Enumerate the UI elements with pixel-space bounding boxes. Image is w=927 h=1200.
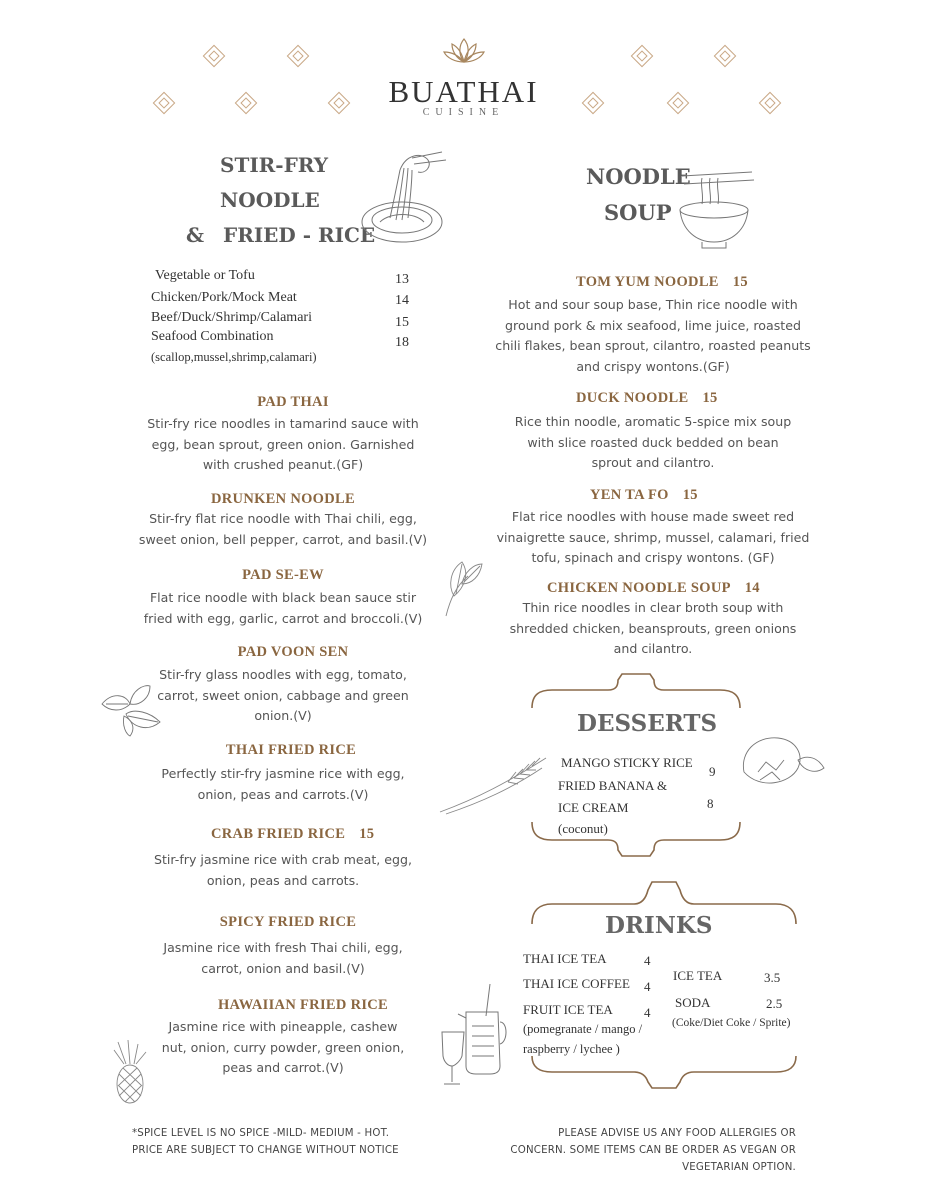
fruit-tea-note: raspberry / lychee ) — [523, 1042, 620, 1056]
noodle-soup-title-line1: NOODLE — [586, 164, 691, 189]
dish-description: Thin rice noodles in clear broth soup with shredded chicken, beansprouts, green onions and cilantro. — [509, 600, 797, 656]
drink-price: 2.5 — [766, 996, 783, 1011]
stir-fry-title-ampersand: & — [186, 223, 205, 247]
dish-name: PAD VOON SEN — [237, 644, 349, 660]
drink-price: 4 — [644, 953, 651, 968]
dish-name: PAD SE-EW — [242, 567, 324, 583]
dish-description: Flat rice noodle with black bean sauce stir fried with egg, garlic, carrot and broccoli.(V) — [143, 590, 423, 626]
drink-label: FRUIT ICE TEA — [523, 1002, 613, 1017]
ornament-diamond-icon — [203, 45, 226, 68]
brand-subtitle: CUISINE — [422, 107, 505, 118]
dish-price: 15 — [732, 274, 748, 290]
dish-description: Flat rice noodles with house made sweet red vinaigrette sauce, shrimp, mussel, calamari, fried tofu, spinach and crispy wontons. (GF) — [496, 509, 810, 565]
stir-fry-title-line1: STIR-FRY — [220, 153, 329, 177]
dish-name: DRUNKEN NOODLE — [211, 491, 355, 507]
drink-price: 4 — [644, 979, 651, 994]
dish-description: Rice thin noodle, aromatic 5-spice mix soup with slice roasted duck bedded on bean sprout and cilantro. — [514, 414, 792, 470]
drink-label: ICE TEA — [673, 968, 723, 983]
option-price: 13 — [395, 272, 409, 287]
drink-price: 3.5 — [764, 970, 781, 985]
drink-label: SODA — [675, 995, 711, 1010]
drink-label: THAI ICE TEA — [523, 951, 607, 966]
dish-description: Jasmine rice with fresh Thai chili, egg, carrot, onion and basil.(V) — [163, 940, 403, 976]
desserts-title: DESSERTS — [577, 710, 718, 737]
soup-bowl-icon — [676, 166, 756, 250]
dish-name: HAWAIIAN FRIED RICE — [217, 997, 389, 1013]
dish-name-with-price: CHICKEN NOODLE SOUP 14 — [547, 580, 760, 596]
brand-name: BUATHAI — [388, 74, 539, 109]
option-price: 14 — [395, 293, 409, 308]
option-label: Vegetable or Tofu — [155, 268, 255, 283]
noodle-plate-icon — [360, 150, 450, 250]
stir-fry-title-line2: NOODLE — [220, 188, 320, 212]
dish-name: PAD THAI — [257, 394, 329, 410]
seafood-note: (scallop,mussel,shrimp,calamari) — [151, 350, 317, 364]
dessert-label: ICE CREAM — [558, 800, 629, 815]
dish-price: 15 — [702, 390, 718, 406]
drink-pitcher-icon — [438, 982, 510, 1088]
drink-price: 4 — [644, 1005, 651, 1020]
dish-name-with-price: TOM YUM NOODLE 15 — [576, 274, 748, 290]
option-label: Chicken/Pork/Mock Meat — [151, 290, 297, 305]
ornament-diamond-icon — [714, 45, 737, 68]
dessert-label: FRIED BANANA & — [558, 778, 668, 793]
soda-note: (Coke/Diet Coke / Sprite) — [672, 1017, 791, 1029]
dish-description: Stir-fry rice noodles in tamarind sauce with egg, bean sprout, green onion. Garnished with crushed peanut.(GF) — [147, 416, 419, 472]
dessert-label: MANGO STICKY RICE — [561, 755, 693, 770]
dish-description: Jasmine rice with pineapple, cashew nut, onion, curry powder, green onion, peas and carrot.(V) — [161, 1019, 405, 1075]
ornament-diamond-icon — [287, 45, 310, 68]
option-price: 18 — [395, 335, 409, 350]
drink-label: THAI ICE COFFEE — [523, 976, 630, 991]
option-price: 15 — [395, 315, 409, 330]
dessert-price: 9 — [709, 764, 716, 779]
dish-name-with-price: YEN TA FO 15 — [590, 487, 698, 503]
option-label: Seafood Combination — [151, 329, 274, 344]
dish-description: Perfectly stir-fry jasmine rice with egg, onion, peas and carrots.(V) — [161, 766, 405, 802]
dish-price: 15 — [682, 487, 698, 503]
ornament-diamond-icon — [631, 45, 654, 68]
dish-name-with-price: CRAB FRIED RICE 15 — [211, 826, 375, 842]
dish-description: Stir-fry glass noodles with egg, tomato, carrot, sweet onion, cabbage and green onion.(V) — [157, 667, 409, 723]
stir-fry-title-line3: FRIED - RICE — [223, 223, 376, 247]
pineapple-icon — [110, 1040, 154, 1106]
noodle-soup-title-line2: SOUP — [604, 200, 672, 225]
dish-price: 15 — [359, 826, 375, 842]
option-label: Beef/Duck/Shrimp/Calamari — [151, 310, 312, 325]
drinks-title: DRINKS — [605, 912, 713, 939]
lotus-logo-icon — [443, 38, 485, 64]
dish-description: Stir-fry jasmine rice with crab meat, egg, onion, peas and carrots. — [154, 852, 412, 888]
dish-name-with-price: DUCK NOODLE 15 — [576, 390, 718, 406]
dish-description: Hot and sour soup base, Thin rice noodle with ground pork & mix seafood, lime juice, roasted chili flakes, bean sprout, cilantro, roasted peanuts and crispy wontons.(GF) — [495, 297, 811, 374]
fruit-tea-note: (pomegranate / mango / — [523, 1022, 643, 1036]
dish-description: Stir-fry flat rice noodle with Thai chili, egg, sweet onion, bell pepper, carrot, and basil.(V) — [138, 511, 428, 547]
dessert-price: 8 — [707, 796, 714, 811]
footer-right-note: PLEASE ADVISE US ANY FOOD ALLERGIES OR CONCERN. SOME ITEMS CAN BE ORDER AS VEGAN OR VEGETARIAN OPTION. — [510, 1128, 796, 1173]
dish-name: SPICY FRIED RICE — [219, 914, 357, 930]
dessert-label: (coconut) — [558, 821, 608, 836]
mango-icon — [738, 732, 828, 792]
basil-leaves-icon — [100, 682, 166, 738]
wheat-icon — [438, 754, 548, 816]
dish-price: 14 — [744, 580, 760, 596]
footer-left-note: *SPICE LEVEL IS NO SPICE -MILD- MEDIUM - HOT. PRICE ARE SUBJECT TO CHANGE WITHOUT NOTICE — [132, 1128, 399, 1156]
dish-name: THAI FRIED RICE — [225, 742, 357, 758]
